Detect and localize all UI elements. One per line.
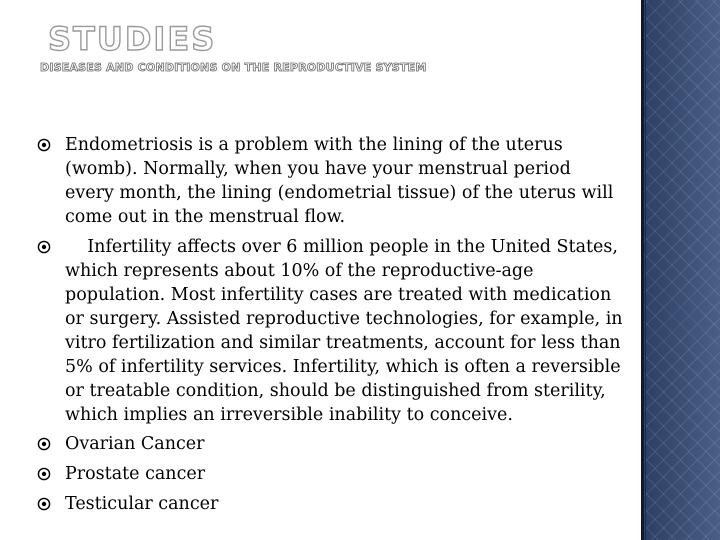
- side-panel-border-inner: [645, 0, 646, 540]
- bullet-text: Endometriosis is a problem with the lining of the uterus (womb). Normally, when you have your menstrual period every month, the lining (endometrial tissue) of the uterus will come out in the menstrual flow.: [65, 135, 619, 227]
- side-panel-border: [641, 0, 644, 540]
- bullet-text: Prostate cancer: [65, 464, 206, 484]
- bullet-text: Ovarian Cancer: [65, 434, 205, 454]
- circled-dot-bullet-icon: [37, 437, 51, 451]
- circled-dot-bullet-icon: [37, 497, 51, 511]
- slide-title: STUDIES: [48, 20, 217, 58]
- bullet-text: Testicular cancer: [65, 494, 219, 514]
- list-item: [65, 432, 625, 456]
- list-item: [65, 462, 625, 486]
- list-item: [65, 492, 625, 516]
- circled-dot-bullet-icon: [37, 240, 51, 254]
- list-item: [65, 133, 625, 229]
- list-item: [65, 235, 629, 427]
- decorative-side-panel: [641, 0, 720, 540]
- circled-dot-bullet-icon: [37, 138, 51, 152]
- circled-dot-bullet-icon: [37, 467, 51, 481]
- slide-subtitle: DISEASES AND CONDITIONS ON THE REPRODUCTIVE SYSTEM: [40, 61, 427, 74]
- bullet-text: Infertility affects over 6 million people in the United States, which represents about 10% of the reproductive-age population. Most infertility cases are treated with medication or surgery. Assisted reproductive technologies, for example, in vitro fertilization and similar treatments, account for less than 5% of infertility services. Infertility, which is often a reversible or treatable condition, should be distinguished from sterility, which implies an irreversible inability to conceive.: [65, 237, 629, 425]
